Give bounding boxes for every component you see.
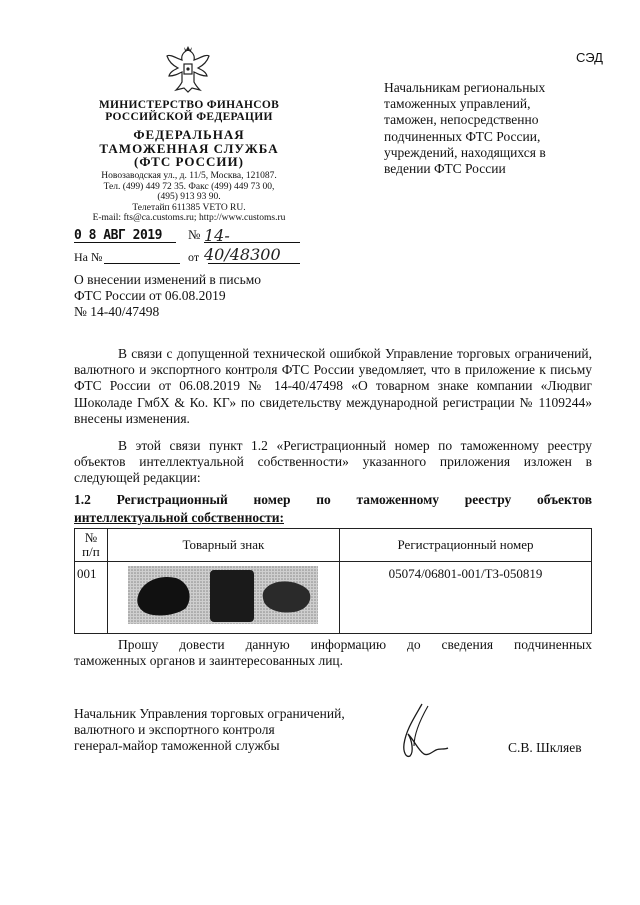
recipient-line: таможен, непосредственно — [384, 112, 539, 128]
signer-position — [74, 706, 394, 755]
paragraph-line: Прошу довести данную информацию до сведения подчиненных — [118, 637, 592, 652]
reference-date-blank — [208, 251, 300, 264]
letter-subject — [74, 272, 314, 321]
ministry-line: РОССИЙСКОЙ ФЕДЕРАЦИИ — [105, 111, 273, 123]
ministry-line: МИНИСТЕРСТВО ФИНАНСОВ — [98, 99, 280, 111]
signer-name: С.В. Шкляев — [508, 740, 582, 755]
position-line: валютного и экспортного контроля — [74, 722, 275, 738]
address-line: (495) 913 93 90. — [157, 192, 221, 202]
subject-line: ФТС России от 06.08.2019 — [74, 288, 226, 304]
recipient-line: подчиненных ФТС России, — [384, 128, 541, 144]
table-row — [75, 562, 592, 634]
body-paragraph — [74, 637, 592, 669]
agency-address — [74, 171, 304, 224]
ministry-name — [86, 99, 292, 123]
agency-line: ТАМОЖЕННАЯ СЛУЖБА — [99, 140, 279, 156]
recipient-line: Начальникам региональных — [384, 80, 546, 95]
header-text: п/п — [82, 544, 100, 559]
table-header-row — [75, 529, 592, 562]
number-label: № — [188, 227, 201, 242]
column-header-number — [75, 529, 108, 562]
reference-label: На № — [74, 250, 103, 264]
position-line: генерал-майор таможенной службы — [74, 738, 280, 754]
letter-number: 14-40/48300 — [204, 226, 300, 243]
address-line: Тел. (499) 449 72 35. Факс (499) 449 73 00, — [103, 181, 275, 192]
header-text: № — [84, 530, 98, 545]
trademark-image — [128, 566, 318, 624]
position-line: Начальник Управления торговых ограничений, — [74, 706, 345, 721]
trademark-cell — [107, 562, 339, 634]
address-line: E-mail: fts@ca.customs.ru; http://www.customs.ru — [92, 213, 286, 223]
reference-blank — [104, 251, 180, 264]
body-paragraph: В связи с допущенной технической ошибкой Управление торговых ограничений, валютного и экспортного контроля ФТС России уведомляет, что в приложение к письму ФТС России от 06.08.2019 № 14-40/47498 «О товарном знаке компании «Людвиг Шоколаде ГмбХ & Ко. КГ» по свидетельству международной регистрации № 1109244» внесены изменения. — [74, 346, 592, 426]
registration-number: 05074/06801-001/ТЗ-050819 — [339, 562, 591, 634]
coat-of-arms-emblem — [164, 44, 212, 94]
agency-name — [86, 128, 292, 169]
address-line: Телетайп 611385 VETO RU. — [132, 202, 246, 213]
trademark-table — [74, 528, 592, 634]
column-header-reg-number: Регистрационный номер — [339, 529, 591, 562]
subject-line: № 14-40/47498 — [74, 304, 160, 320]
column-header-trademark: Товарный знак — [107, 529, 339, 562]
sed-mark: СЭД — [576, 50, 603, 65]
row-number: 001 — [75, 562, 108, 634]
reference-date-label: от — [188, 250, 200, 264]
paragraph-line: таможенных органов и заинтересованных лиц. — [74, 653, 344, 669]
recipient-block — [384, 80, 584, 177]
handwritten-signature — [384, 700, 454, 770]
recipient-line: ведении ФТС России — [384, 161, 506, 177]
address-line: Новозаводская ул., д. 11/5, Москва, 121087. — [101, 171, 277, 181]
subject-line: О внесении изменений в письмо — [74, 272, 262, 287]
point-heading-continued: интеллектуальной собственности: — [74, 510, 284, 525]
point-heading: 1.2 Регистрационный номер по таможенному реестру объектов — [74, 492, 592, 507]
body-paragraph: В этой связи пункт 1.2 «Регистрационный номер по таможенному реестру объектов интеллектуальной собственности» указанного приложения изложен в следующей редакции: — [74, 438, 592, 486]
agency-line: (ФТС РОССИИ) — [134, 154, 244, 169]
letter-date: 0 8 АВГ 2019 — [74, 228, 176, 243]
agency-line: ФЕДЕРАЛЬНАЯ — [133, 127, 245, 142]
recipient-line: таможенных управлений, — [384, 96, 531, 112]
recipient-line: учреждений, находящихся в — [384, 144, 546, 160]
